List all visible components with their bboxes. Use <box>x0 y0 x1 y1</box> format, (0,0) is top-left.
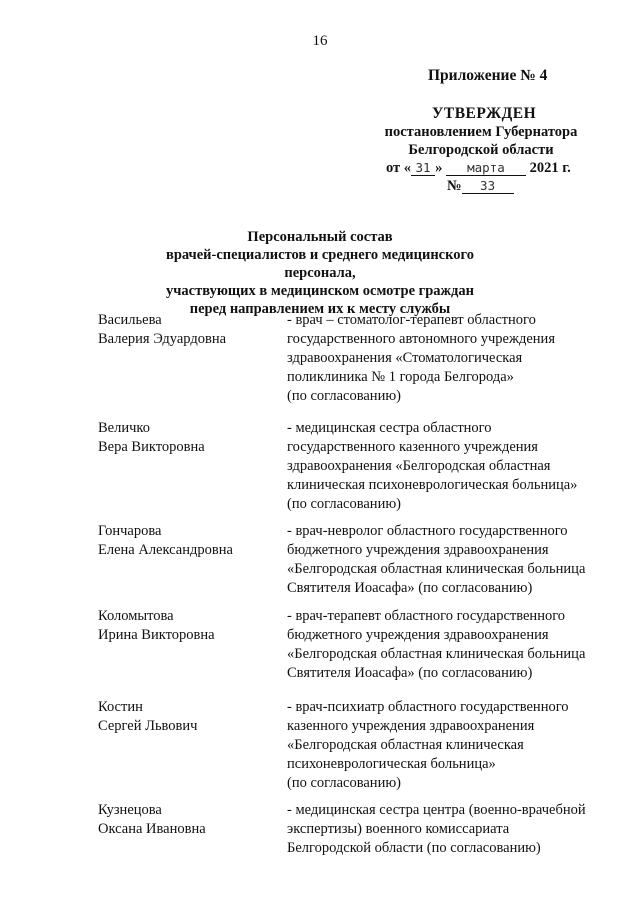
position-line: - медицинская сестра областного <box>287 420 492 436</box>
decree-line-1: постановлением Губернатора <box>384 124 578 140</box>
member-given-names: Ирина Викторовна <box>98 627 215 643</box>
decree-number <box>447 178 514 195</box>
member-name <box>98 522 278 560</box>
member-surname: Коломытова <box>98 608 174 624</box>
position-line: государственного автономного учреждения <box>287 331 555 347</box>
position-line: здравоохранения «Стоматологическая <box>287 350 523 366</box>
position-line: психоневрологическая больница» <box>287 756 496 772</box>
position-line: «Белгородская областная клиническая больница <box>287 646 586 662</box>
member-surname: Гончарова <box>98 523 162 539</box>
number-value: 33 <box>462 179 514 194</box>
position-line: поликлиника № 1 города Белгорода» <box>287 369 514 385</box>
member-surname: Костин <box>98 699 143 715</box>
member-position <box>287 607 604 683</box>
member-surname: Величко <box>98 420 150 436</box>
document-title <box>130 228 510 318</box>
decree-date <box>386 160 571 177</box>
member-surname: Кузнецова <box>98 802 162 818</box>
date-mid: » <box>435 160 443 176</box>
member-given-names: Валерия Эдуардовна <box>98 331 227 347</box>
member-given-names: Вера Викторовна <box>98 439 205 455</box>
member-position <box>287 698 604 793</box>
number-prefix: № <box>447 178 462 194</box>
position-line: бюджетного учреждения здравоохранения <box>287 627 549 643</box>
position-line: бюджетного учреждения здравоохранения <box>287 542 549 558</box>
member-name <box>98 419 278 457</box>
position-line: Святителя Иоасафа» (по согласованию) <box>287 580 533 596</box>
member-surname: Васильева <box>98 312 162 328</box>
position-line: «Белгородская областная клиническая больница <box>287 561 586 577</box>
approval-decree <box>381 123 581 159</box>
member-name <box>98 698 278 736</box>
date-year: 2021 г. <box>529 160 571 176</box>
position-line: (по согласованию) <box>287 496 401 512</box>
title-line-3: участвующих в медицинском осмотре граждан <box>166 283 474 299</box>
position-line: - медицинская сестра центра (военно-врачебной <box>287 802 586 818</box>
position-line: (по согласованию) <box>287 388 401 404</box>
position-line: казенного учреждения здравоохранения <box>287 718 535 734</box>
title-line-2: врачей-специалистов и среднего медицинского персонала, <box>165 247 475 281</box>
member-name <box>98 801 278 839</box>
position-line: - врач – стоматолог-терапевт областного <box>287 312 536 328</box>
position-line: «Белгородская областная клиническая <box>287 737 524 753</box>
approval-heading: УТВЕРЖДЕН <box>432 105 537 122</box>
member-position <box>287 522 604 598</box>
position-line: Белгородской области (по согласованию) <box>287 840 541 856</box>
date-prefix: от « <box>386 160 412 176</box>
position-line: государственного казенного учреждения <box>287 439 538 455</box>
member-position <box>287 419 604 514</box>
page-number: 16 <box>312 33 328 49</box>
title-line-1: Персональный состав <box>247 229 393 245</box>
member-given-names: Оксана Ивановна <box>98 821 206 837</box>
member-position <box>287 311 604 406</box>
position-line: экспертизы) военного комиссариата <box>287 821 510 837</box>
position-line: Святителя Иоасафа» (по согласованию) <box>287 665 533 681</box>
title-line-4: перед направлением их к месту службы <box>189 301 451 317</box>
position-line: - врач-психиатр областного государственного <box>287 699 569 715</box>
date-day: 31 <box>411 161 435 176</box>
position-line: клиническая психоневрологическая больница» <box>287 477 578 493</box>
position-line: здравоохранения «Белгородская областная <box>287 458 551 474</box>
date-month: марта <box>446 161 526 176</box>
member-position <box>287 801 604 858</box>
position-line: - врач-невролог областного государственного <box>287 523 568 539</box>
member-name <box>98 607 278 645</box>
decree-line-2: Белгородской области <box>408 142 554 158</box>
member-given-names: Елена Александровна <box>98 542 233 558</box>
member-name <box>98 311 278 349</box>
member-given-names: Сергей Львович <box>98 718 198 734</box>
position-line: - врач-терапевт областного государственного <box>287 608 566 624</box>
appendix-label: Приложение № 4 <box>428 67 548 84</box>
position-line: (по согласованию) <box>287 775 401 791</box>
